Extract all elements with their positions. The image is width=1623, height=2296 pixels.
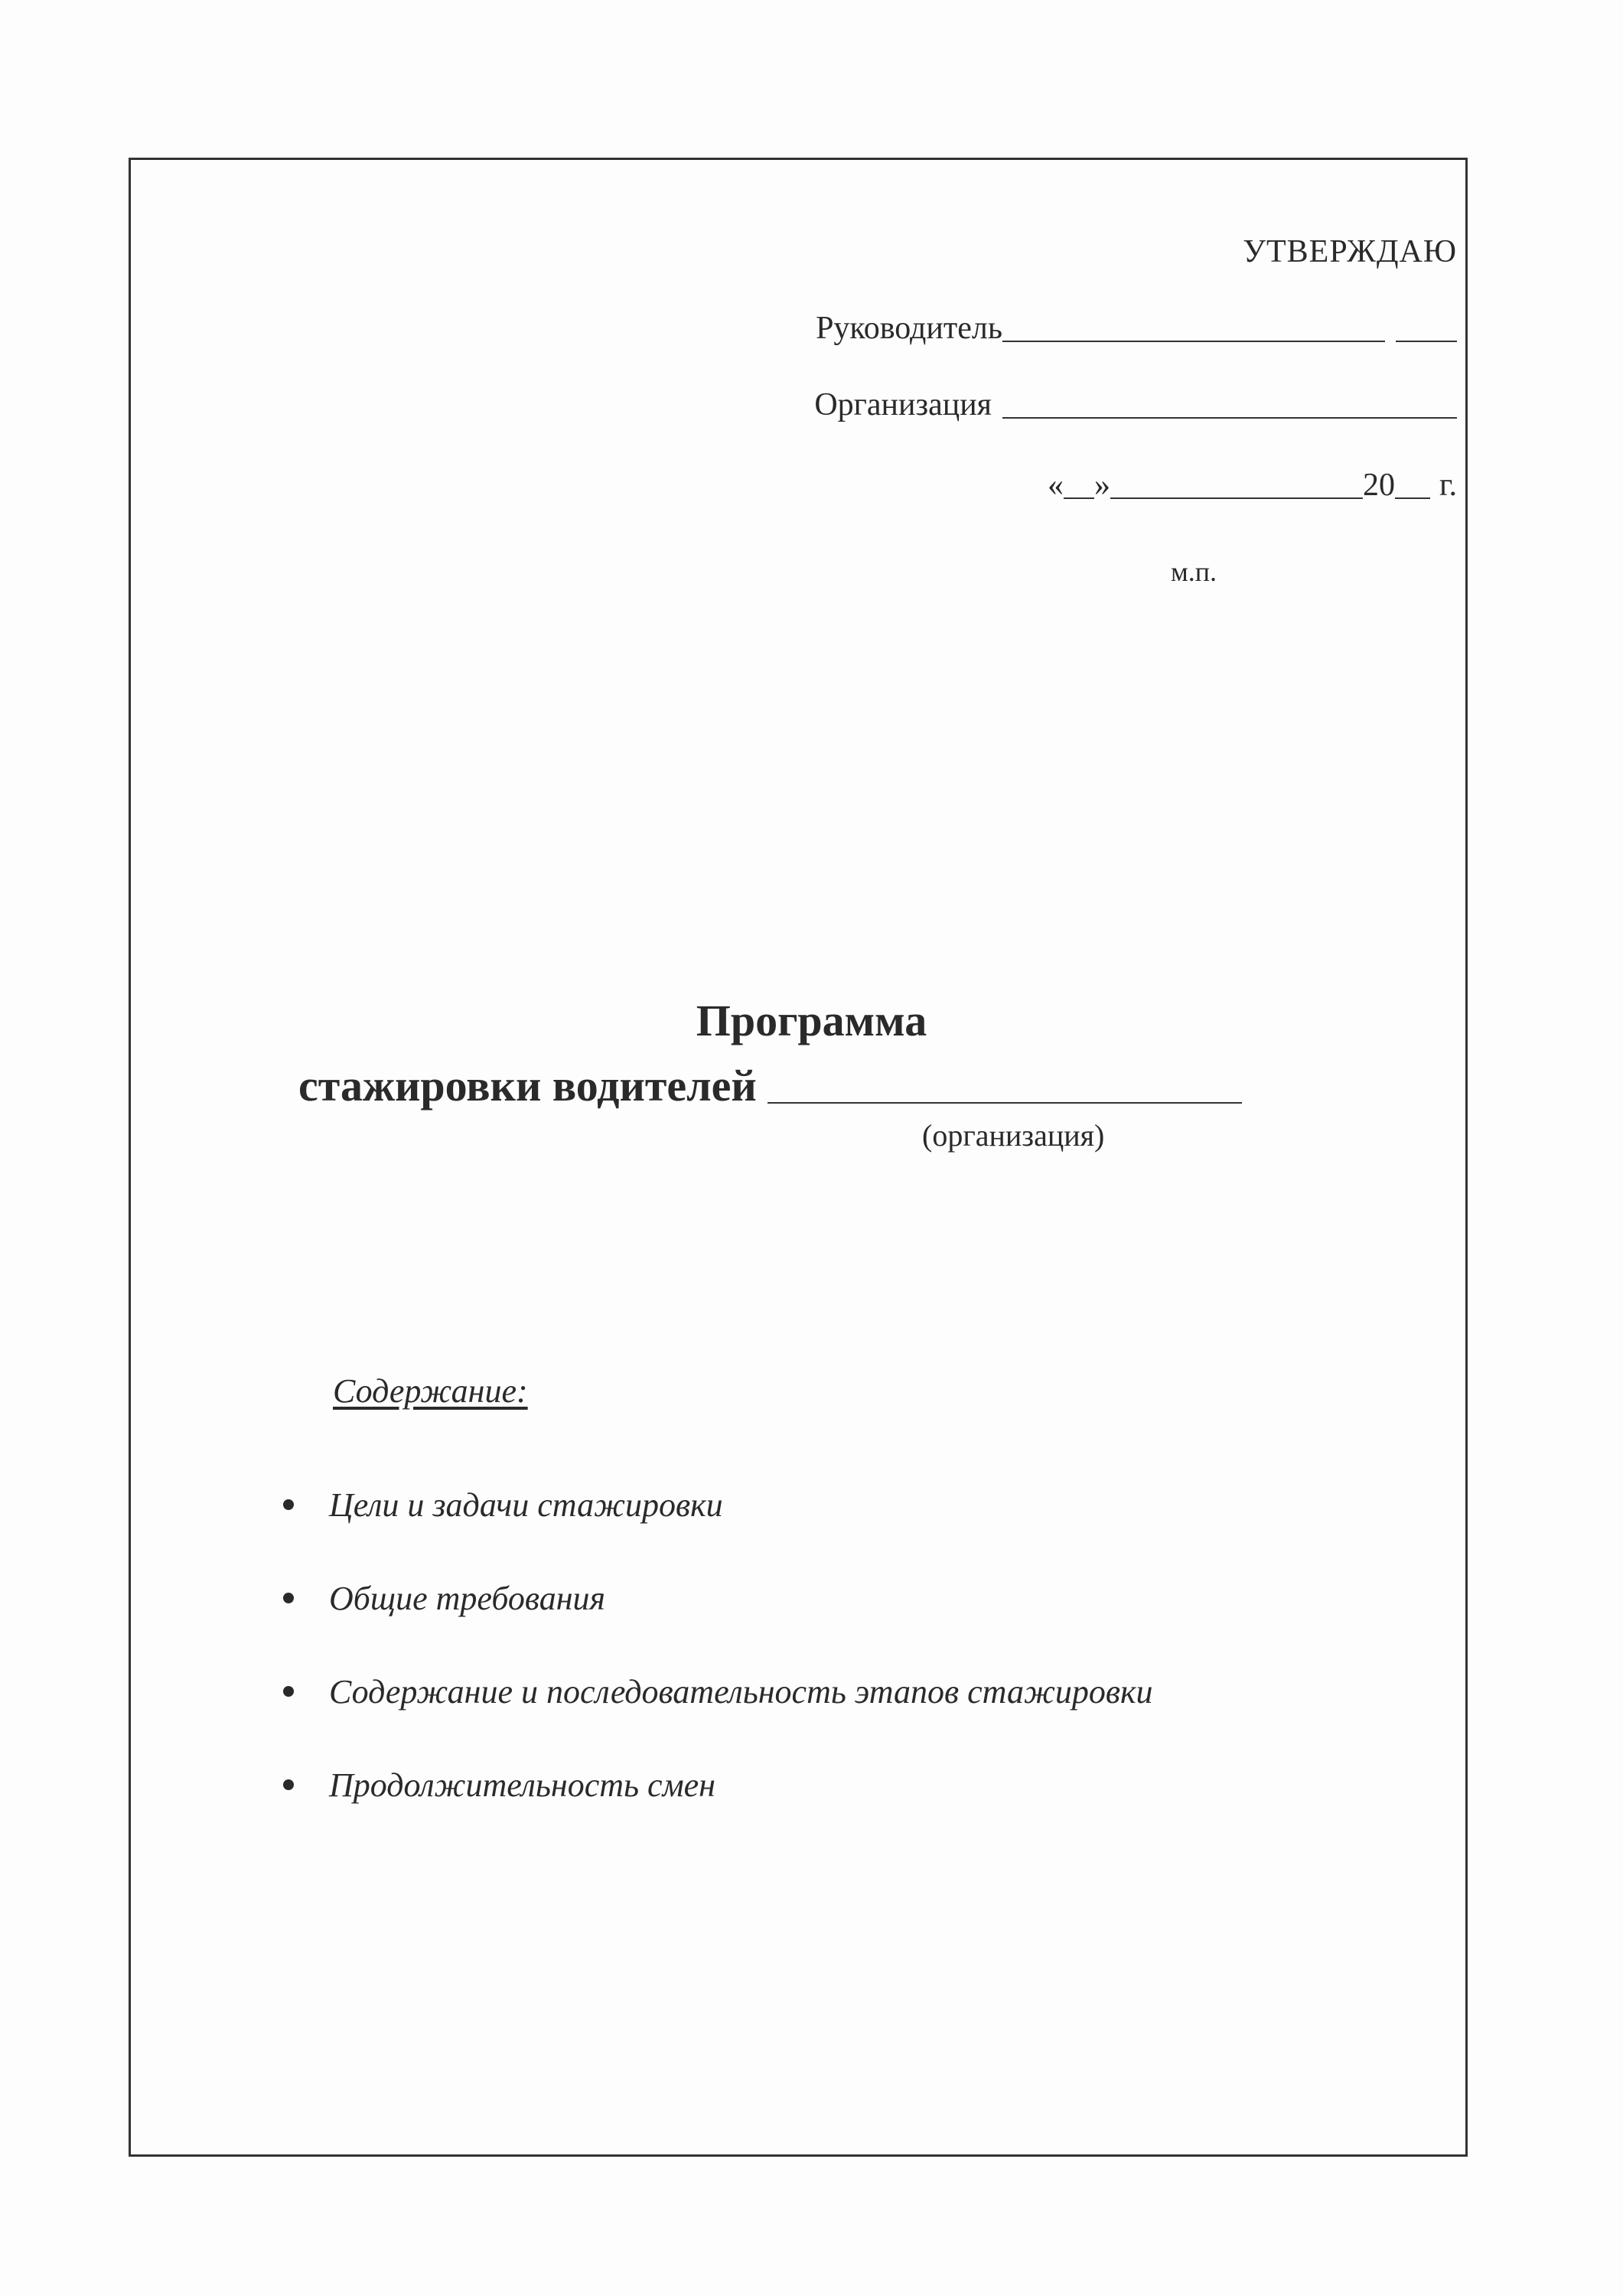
date-year-line[interactable] [1395, 471, 1430, 499]
contents-list [283, 1458, 1153, 1831]
date-open-quote: « [1048, 468, 1064, 503]
contents-item-text: Продолжительность смен [329, 1766, 716, 1804]
approval-heading: УТВЕРЖДАЮ [1243, 234, 1457, 269]
page-border [129, 158, 1468, 2157]
head-signature-line[interactable] [1396, 315, 1457, 342]
stamp-place: м.п. [1171, 556, 1217, 587]
organization-name-line[interactable] [768, 1071, 1242, 1104]
list-item [283, 1551, 1153, 1645]
date-year-prefix: 20 [1363, 468, 1395, 503]
date-year-suffix: г. [1439, 468, 1457, 503]
bullet-icon [283, 1499, 294, 1510]
contents-item-text: Содержание и последовательность этапов стажировки [329, 1672, 1153, 1711]
organization-caption: (организация) [922, 1118, 1105, 1153]
date-month-line[interactable] [1110, 471, 1363, 499]
date-close-quote: » [1094, 468, 1110, 503]
list-item [283, 1645, 1153, 1738]
date-day-line[interactable] [1064, 471, 1094, 499]
organization-row [814, 386, 1457, 423]
date-row [1048, 467, 1457, 504]
document-subtitle: стажировки водителей [298, 1061, 757, 1110]
organization-line[interactable] [1002, 391, 1457, 419]
document-subtitle-row [298, 1060, 1242, 1111]
head-label: Руководитель [816, 311, 1002, 346]
head-signature-row [816, 310, 1457, 347]
bullet-icon [283, 1686, 294, 1697]
contents-item-text: Цели и задачи стажировки [329, 1486, 723, 1524]
organization-label: Организация [814, 387, 992, 422]
list-item [283, 1738, 1153, 1831]
bullet-icon [283, 1593, 294, 1603]
list-item [283, 1458, 1153, 1551]
document-title: Программа [696, 996, 927, 1045]
head-name-line[interactable] [1002, 315, 1385, 342]
contents-heading: Содержание: [333, 1372, 528, 1410]
bullet-icon [283, 1779, 294, 1790]
contents-item-text: Общие требования [329, 1579, 606, 1617]
